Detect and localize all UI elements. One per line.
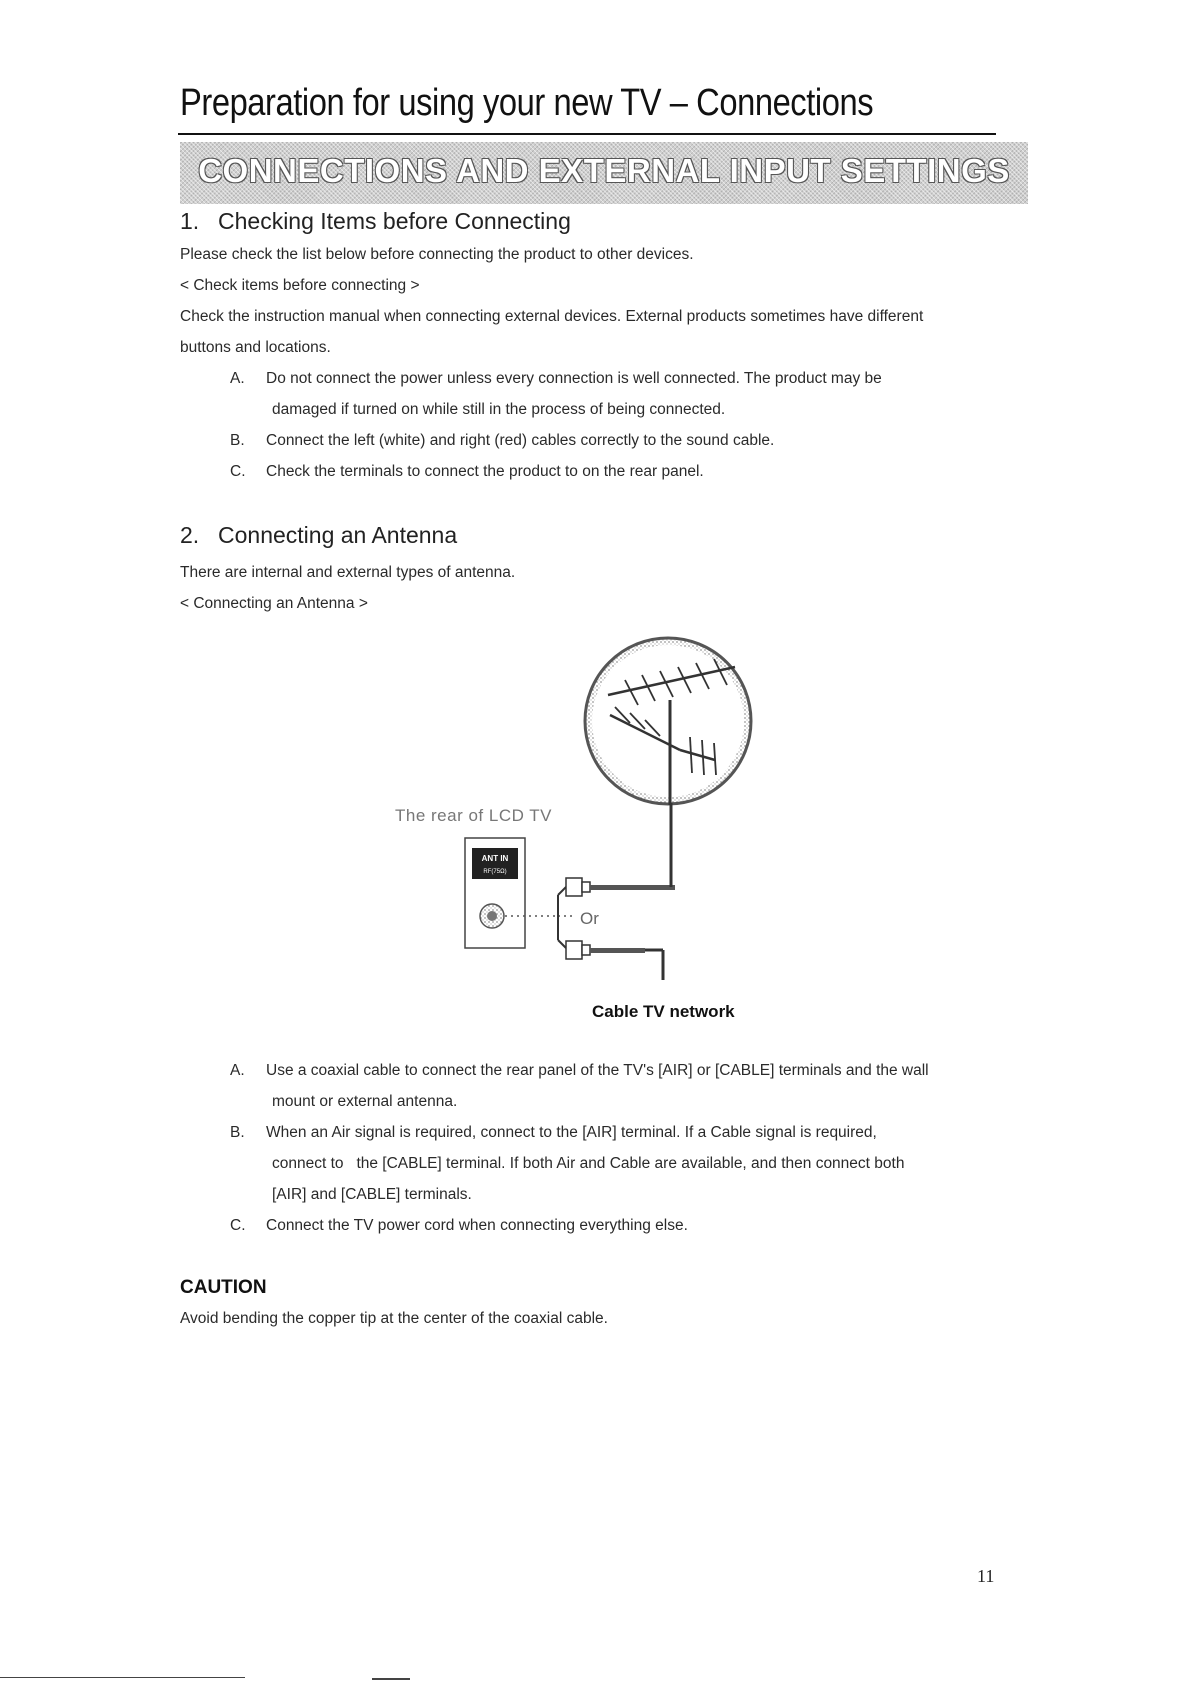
- list-item-text: Do not connect the power unless every connection is well connected. The product may be: [266, 370, 882, 387]
- caution-text: Avoid bending the copper tip at the center of the coaxial cable.: [180, 1310, 608, 1327]
- list-marker: B.: [230, 432, 245, 449]
- title-rule: [178, 133, 996, 135]
- section1-number: 1.: [180, 208, 200, 234]
- section1-item-b: [230, 432, 774, 450]
- rear-label: The rear of LCD TV: [395, 806, 553, 825]
- list-marker: A.: [230, 1062, 245, 1079]
- section2-heading: [180, 522, 457, 549]
- section2-item-b: [230, 1124, 877, 1142]
- section1-item-c: [230, 463, 704, 481]
- section1-heading: [180, 208, 571, 235]
- list-marker: C.: [230, 463, 246, 480]
- section1-heading-text: Checking Items before Connecting: [218, 208, 571, 234]
- section2-item-c: [230, 1217, 688, 1235]
- section2-item-a: [230, 1062, 929, 1080]
- section1-intro: Please check the list below before connecting the product to other devices.: [180, 246, 694, 263]
- list-marker: A.: [230, 370, 245, 387]
- section-banner: [180, 142, 1028, 204]
- list-item-text: When an Air signal is required, connect to the [AIR] terminal. If a Cable signal is required,: [266, 1124, 877, 1141]
- page-title: Preparation for using your new TV – Connections: [180, 82, 874, 124]
- page-number: 11: [977, 1566, 995, 1586]
- scan-edge-line: [0, 1677, 245, 1678]
- list-marker: B.: [230, 1124, 245, 1141]
- coaxial-port-icon: [480, 904, 504, 928]
- port-label-rf: RF(75Ω): [483, 869, 507, 875]
- caution-heading: CAUTION: [180, 1277, 267, 1298]
- antenna-icon: [585, 638, 751, 805]
- section2-number: 2.: [180, 522, 200, 548]
- section2-item-b-continued-1: connect to the [CABLE] terminal. If both Air and Cable are available, and then connect both: [272, 1155, 905, 1172]
- tv-rear-panel: [465, 838, 525, 948]
- cable-tv-network-label: Cable TV network: [592, 1002, 735, 1021]
- section2-item-b-continued-2: [AIR] and [CABLE] terminals.: [272, 1186, 472, 1203]
- section1-item-a-continued: damaged if turned on while still in the process of being connected.: [272, 401, 726, 418]
- list-item-text: Check the terminals to connect the product to on the rear panel.: [266, 463, 704, 480]
- scan-edge-mark: [372, 1678, 410, 1680]
- list-marker: C.: [230, 1217, 246, 1234]
- antenna-plug-icon: [566, 878, 675, 896]
- port-label-ant-in: ANT IN: [481, 854, 509, 863]
- section2-intro: There are internal and external types of antenna.: [180, 564, 516, 581]
- list-item-text: Connect the TV power cord when connecting everything else.: [266, 1217, 688, 1234]
- section1-subhead: < Check items before connecting >: [180, 277, 420, 294]
- or-label: Or: [580, 909, 599, 928]
- antenna-connection-diagram: [380, 625, 780, 1030]
- banner-text: CONNECTIONS AND EXTERNAL INPUT SETTINGS: [198, 152, 1010, 189]
- section2-item-a-continued: mount or external antenna.: [272, 1093, 458, 1110]
- section1-paragraph-line2: buttons and locations.: [180, 339, 331, 356]
- section2-subhead: < Connecting an Antenna >: [180, 595, 368, 612]
- list-item-text: Connect the left (white) and right (red) cables correctly to the sound cable.: [266, 432, 775, 449]
- section1-paragraph-line1: Check the instruction manual when connecting external devices. External products sometimes have different: [180, 308, 924, 325]
- list-item-text: Use a coaxial cable to connect the rear panel of the TV's [AIR] or [CABLE] terminals and the wall: [266, 1062, 929, 1079]
- cable-plug-icon: [566, 941, 645, 959]
- section1-item-a: [230, 370, 882, 388]
- section2-heading-text: Connecting an Antenna: [218, 522, 458, 548]
